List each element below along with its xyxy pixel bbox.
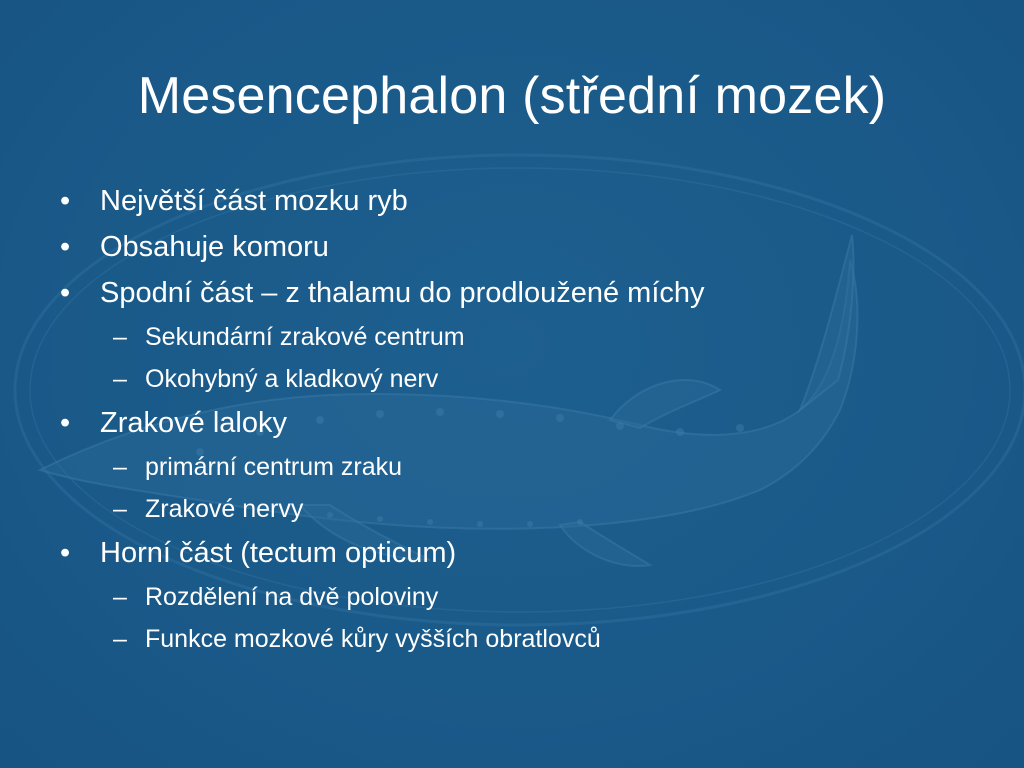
sub-list-item	[58, 576, 998, 618]
sub-list-item	[58, 316, 998, 358]
dash-marker: –	[113, 453, 127, 481]
sub-list-item-text: Sekundární zrakové centrum	[145, 323, 465, 351]
dash-marker: –	[113, 365, 127, 393]
sub-list-item-text: Okohybný a kladkový nerv	[145, 365, 439, 393]
bullet-list	[58, 178, 998, 660]
list-item-text: Zrakové laloky	[100, 407, 287, 439]
list-item-text: Horní část (tectum opticum)	[100, 537, 457, 569]
sub-list-item-text: primární centrum zraku	[145, 453, 403, 481]
dash-marker: –	[113, 323, 127, 351]
list-item	[58, 224, 998, 270]
dash-marker: –	[113, 625, 127, 653]
list-item-text: Největší část mozku ryb	[100, 185, 408, 217]
sub-list-item	[58, 446, 998, 488]
list-item	[58, 178, 998, 224]
bullet-marker: •	[60, 185, 71, 217]
sub-list-item	[58, 358, 998, 400]
dash-marker: –	[113, 583, 127, 611]
list-item	[58, 400, 998, 446]
sub-list-item-text: Rozdělení na dvě poloviny	[145, 583, 439, 611]
list-item	[58, 270, 998, 316]
bullet-marker: •	[60, 277, 71, 309]
bullet-marker: •	[60, 537, 71, 569]
list-item-text: Obsahuje komoru	[100, 231, 329, 263]
sub-list-item	[58, 618, 998, 660]
bullet-marker: •	[60, 231, 71, 263]
sub-list-item	[58, 488, 998, 530]
list-item	[58, 530, 998, 576]
slide-title: Mesencephalon (střední mozek)	[137, 67, 887, 125]
dash-marker: –	[113, 495, 127, 523]
sub-list-item-text: Funkce mozkové kůry vyšších obratlovců	[145, 625, 601, 653]
sub-list-item-text: Zrakové nervy	[145, 495, 304, 523]
bullet-marker: •	[60, 407, 71, 439]
list-item-text: Spodní část – z thalamu do prodloužené míchy	[100, 277, 705, 309]
